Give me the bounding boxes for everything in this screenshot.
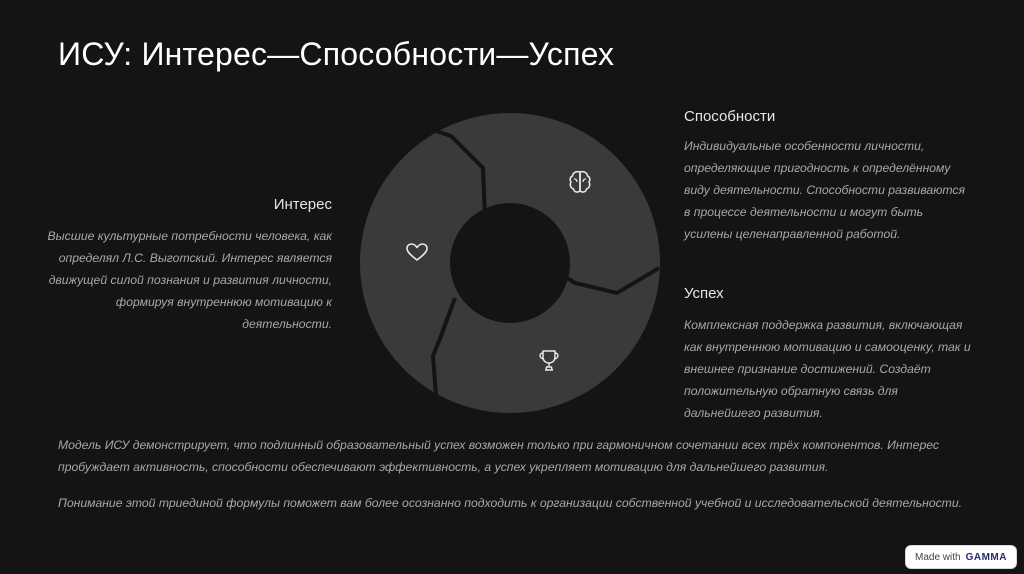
success-description: Комплексная поддержка развития, включающая как внутреннюю мотивацию и самооценку, так и внешнее признание достижений. Создаёт положительную обратную связь для дальнейшего развития. <box>684 318 971 420</box>
abilities-heading: Способности <box>684 108 776 125</box>
cycle-center <box>452 205 568 321</box>
success-heading: Успех <box>684 285 724 302</box>
page-title: ИСУ: Интерес—Способности—Успех <box>58 36 615 72</box>
gamma-logo: GAMMA <box>965 551 1007 563</box>
summary-paragraph-2: Понимание этой триединой формулы поможет вам более осознанно подходить к организации собственной учебной и исследовательской деятельности. <box>58 496 963 510</box>
summary-paragraph-1: Модель ИСУ демонстрирует, что подлинный образовательный успех возможен только при гармоничном сочетании всех трёх компонентов. Интерес пробуждает активность, способности обеспечивают эффективность, а успех укрепляет мотивацию для дальнейшего развития. <box>58 438 940 474</box>
cycle-diagram <box>355 108 665 418</box>
abilities-description: Индивидуальные особенности личности, определяющие пригодность к определённому виду деятельности. Способности развиваются в процессе деятельности и могут быть усилены целенаправленной работой. <box>684 139 965 241</box>
badge-prefix: Made with <box>915 551 961 563</box>
interest-description: Высшие культурные потребности человека, как определял Л.С. Выготский. Интерес является движущей силой познания и развития личности, формируя внутреннюю мотивацию к деятельности. <box>47 229 332 331</box>
made-with-gamma-badge[interactable] <box>905 545 1017 569</box>
interest-heading: Интерес <box>273 196 332 213</box>
